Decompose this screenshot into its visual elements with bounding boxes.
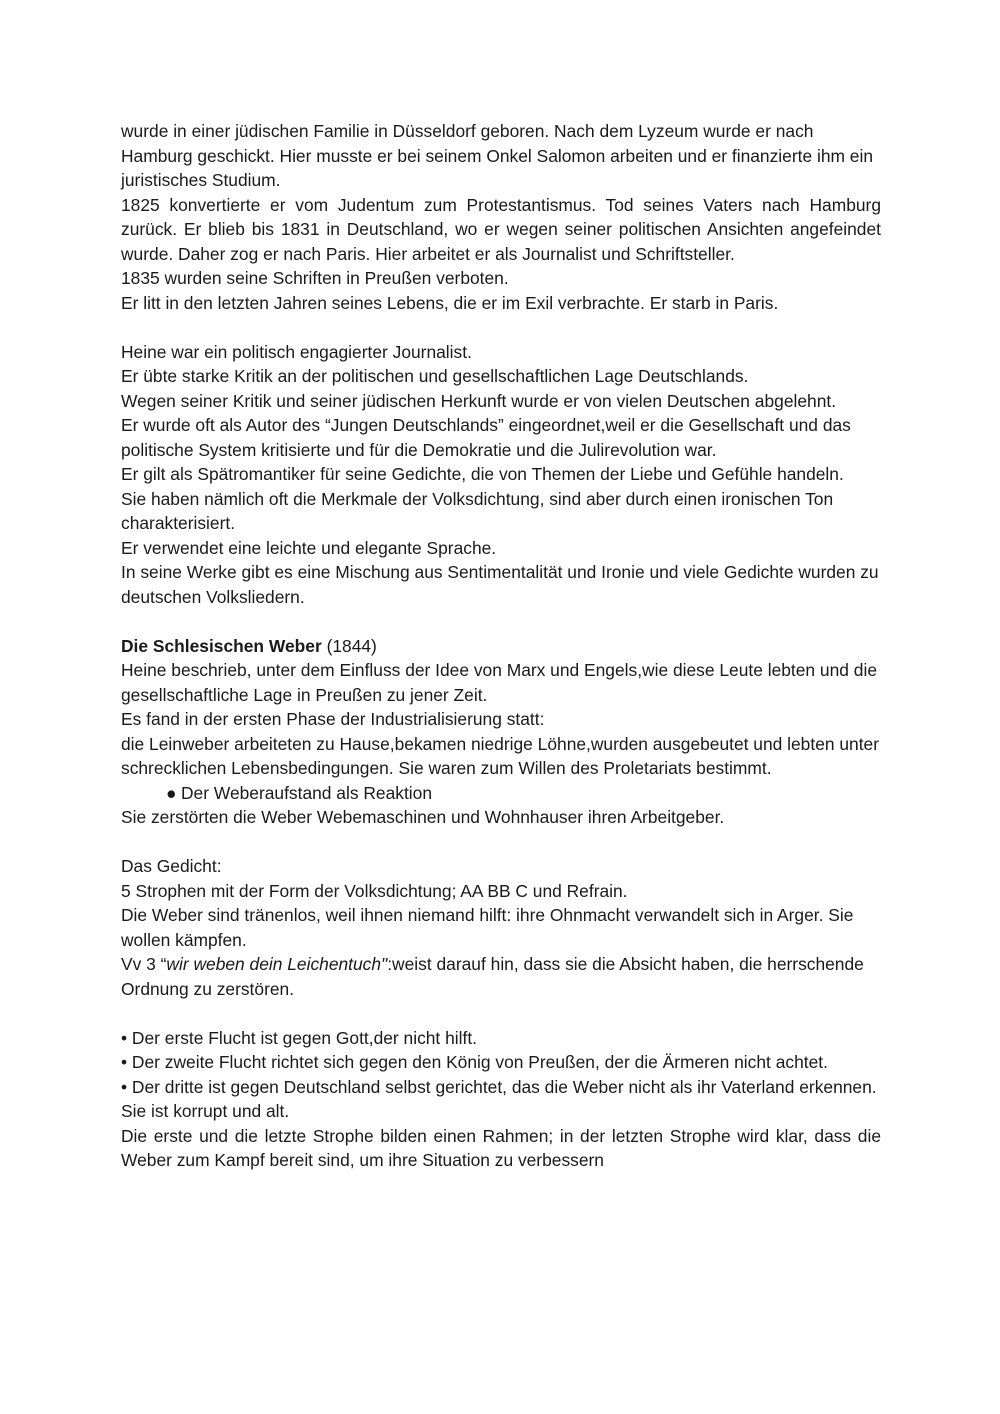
curse-item-2: • Der zweite Flucht richtet sich gegen den König von Preußen, der die Ärmeren nicht achtet. (121, 1052, 828, 1072)
weber-paragraph-3: die Leinweber arbeiteten zu Hause,bekamen niedrige Löhne,wurden ausgebeutet und lebten unter schrecklichen Lebensbedingungen. Sie waren zum Willen des Proletariats bestimmt. (121, 733, 880, 778)
poem-paragraph-3 (121, 952, 881, 1001)
work-paragraph-8: In seine Werke gibt es eine Mischung aus Sentimentalität und Ironie und viele Gedichte wurden zu deutschen Volksliedern. (121, 562, 879, 607)
bio-paragraph-2: 1825 konvertierte er vom Judentum zum Protestantismus. Tod seines Vaters nach Hamburg zurück. Er blieb bis 1831 in Deutschland, wo er wegen seiner politischen Ansichten angefeindet wurde. Daher zog er nach Paris. Hier arbeitet er als Journalist und Schriftsteller. (121, 194, 881, 264)
weber-paragraph-2: Es fand in der ersten Phase der Industrialisierung statt: (121, 709, 545, 729)
bio-paragraph-4: Er litt in den letzten Jahren seines Lebens, die er im Exil verbrachte. Er starb in Paris. (121, 292, 779, 313)
spacer (121, 830, 881, 855)
document-page (121, 119, 881, 1173)
weber-year: (1844) (326, 635, 377, 656)
poem-paragraph-2: Die Weber sind tränenlos, weil ihnen niemand hilft: ihre Ohnmacht verwandelt sich in Arger. Sie wollen kämpfen. (121, 905, 854, 950)
weber-heading (121, 634, 881, 659)
bio-paragraph-3: 1835 wurden seine Schriften in Preußen verboten. (121, 268, 509, 288)
work-paragraph-2: Er übte starke Kritik an der politischen und gesellschaftlichen Lage Deutschlands. (121, 366, 749, 386)
weber-paragraph-1: Heine beschrieb, unter dem Einfluss der Idee von Marx und Engels,wie diese Leute lebten und die gesellschaftliche Lage in Preußen zu jener Zeit. (121, 660, 877, 705)
spacer (121, 1001, 881, 1026)
conclusion-paragraph: Die erste und die letzte Strophe bilden einen Rahmen; in der letzten Strophe wird klar, dass die Weber zum Kampf bereit sind, um ihre Situation zu verbessern (121, 1125, 881, 1170)
weber-paragraph-4: Sie zerstörten die Weber Webemaschinen und Wohnhauser ihren Arbeitgeber. (121, 807, 725, 827)
work-paragraph-4: Er wurde oft als Autor des “Jungen Deutschlands” eingeordnet,weil er die Gesellschaft und das politische System kritisierte und für die Demokratie und die Julirevolution war. (121, 415, 851, 460)
work-paragraph-6: Sie haben nämlich oft die Merkmale der Volksdichtung, sind aber durch einen ironischen Ton charakterisiert. (121, 488, 834, 533)
curse-item-3: • Der dritte ist gegen Deutschland selbst gerichtet, das die Weber nicht als ihr Vaterland erkennen. Sie ist korrupt und alt. (121, 1076, 877, 1121)
work-paragraph-5: Er gilt als Spätromantiker für seine Gedichte, die von Themen der Liebe und Gefühle handeln. (121, 464, 844, 484)
poem-paragraph-1: 5 Strophen mit der Form der Volksdichtung; AA BB C und Refrain. (121, 880, 628, 901)
weber-bullet-item (121, 781, 881, 806)
poem-quote: wir weben dein Leichentuch" (166, 954, 388, 974)
poem-verse-suffix: :weist darauf hin, dass sie die Absicht haben, die herrschende Ordnung zu zerstören. (121, 954, 864, 999)
bio-paragraph-1: wurde in einer jüdischen Familie in Düsseldorf geboren. Nach dem Lyzeum wurde er nach Hamburg geschickt. Hier musste er bei seinem Onkel Salomon arbeiten und er finanzierte ihm ein juristisches Studium. (121, 121, 874, 190)
poem-verse-prefix: Vv 3 “ (121, 954, 167, 974)
weber-title: Die Schlesischen Weber (121, 635, 322, 656)
poem-heading: Das Gedicht: (121, 856, 222, 876)
curse-item-1: • Der erste Flucht ist gegen Gott,der nicht hilft. (121, 1027, 477, 1048)
weber-bullet-text: Der Weberaufstand als Reaktion (181, 782, 433, 803)
work-paragraph-7: Er verwendet eine leichte und elegante Sprache. (121, 537, 497, 558)
work-paragraph-3: Wegen seiner Kritik und seiner jüdischen Herkunft wurde er von vielen Deutschen abgelehnt. (121, 390, 837, 411)
work-paragraph-1: Heine war ein politisch engagierter Journalist. (121, 341, 472, 362)
spacer (121, 609, 881, 634)
spacer (121, 315, 881, 340)
bullet-icon: ● (166, 782, 177, 803)
